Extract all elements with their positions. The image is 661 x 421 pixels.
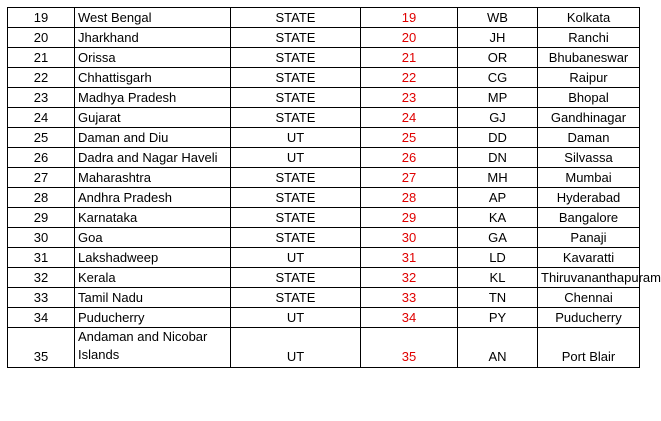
state-capital: Gandhinagar: [538, 108, 640, 128]
state-abbreviation: AN: [458, 328, 538, 368]
row-number: 22: [8, 68, 75, 88]
state-code: 24: [361, 108, 458, 128]
table-row: [8, 228, 640, 248]
state-code: 34: [361, 308, 458, 328]
state-capital: Port Blair: [538, 328, 640, 368]
state-type: STATE: [231, 268, 361, 288]
state-abbreviation: WB: [458, 8, 538, 28]
state-name: Dadra and Nagar Haveli: [75, 148, 231, 168]
state-abbreviation: TN: [458, 288, 538, 308]
state-type: STATE: [231, 8, 361, 28]
state-capital: Thiruvananthapuram: [538, 268, 640, 288]
state-abbreviation: GJ: [458, 108, 538, 128]
row-number: 31: [8, 248, 75, 268]
state-name: Karnataka: [75, 208, 231, 228]
state-code: 35: [361, 328, 458, 368]
table-row: [8, 8, 640, 28]
state-name: Orissa: [75, 48, 231, 68]
state-code: 19: [361, 8, 458, 28]
state-capital: Silvassa: [538, 148, 640, 168]
state-capital: Puducherry: [538, 308, 640, 328]
state-abbreviation: JH: [458, 28, 538, 48]
table-row: [8, 308, 640, 328]
table-row: [8, 108, 640, 128]
table-row: [8, 268, 640, 288]
row-number: 23: [8, 88, 75, 108]
row-number: 26: [8, 148, 75, 168]
row-number: 28: [8, 188, 75, 208]
state-name: Gujarat: [75, 108, 231, 128]
state-code: 23: [361, 88, 458, 108]
table-row: [8, 28, 640, 48]
table-row: [8, 88, 640, 108]
state-capital: Bangalore: [538, 208, 640, 228]
table-row: [8, 128, 640, 148]
state-code: 20: [361, 28, 458, 48]
state-codes-table: [7, 7, 661, 368]
row-number: 35: [8, 328, 75, 368]
state-capital: Kavaratti: [538, 248, 640, 268]
state-code: 28: [361, 188, 458, 208]
state-name: Maharashtra: [75, 168, 231, 188]
state-type: UT: [231, 248, 361, 268]
row-number: 19: [8, 8, 75, 28]
state-type: STATE: [231, 48, 361, 68]
state-name: West Bengal: [75, 8, 231, 28]
table-row: [8, 288, 640, 308]
state-code: 32: [361, 268, 458, 288]
table-row: [8, 328, 640, 368]
state-name: Tamil Nadu: [75, 288, 231, 308]
state-capital: Kolkata: [538, 8, 640, 28]
state-type: UT: [231, 308, 361, 328]
state-capital: Hyderabad: [538, 188, 640, 208]
state-abbreviation: OR: [458, 48, 538, 68]
state-code: 26: [361, 148, 458, 168]
state-type: UT: [231, 128, 361, 148]
row-number: 27: [8, 168, 75, 188]
table-body: [8, 8, 661, 368]
state-type: STATE: [231, 228, 361, 248]
state-abbreviation: DD: [458, 128, 538, 148]
state-abbreviation: AP: [458, 188, 538, 208]
state-type: STATE: [231, 108, 361, 128]
state-code: 27: [361, 168, 458, 188]
state-abbreviation: PY: [458, 308, 538, 328]
state-type: STATE: [231, 288, 361, 308]
state-capital: Panaji: [538, 228, 640, 248]
state-code: 25: [361, 128, 458, 148]
state-code: 22: [361, 68, 458, 88]
state-type: UT: [231, 328, 361, 368]
state-abbreviation: KL: [458, 268, 538, 288]
row-number: 25: [8, 128, 75, 148]
state-type: STATE: [231, 68, 361, 88]
state-capital: Ranchi: [538, 28, 640, 48]
state-abbreviation: GA: [458, 228, 538, 248]
state-name: Daman and Diu: [75, 128, 231, 148]
row-number: 21: [8, 48, 75, 68]
state-name: Jharkhand: [75, 28, 231, 48]
state-abbreviation: LD: [458, 248, 538, 268]
state-abbreviation: MH: [458, 168, 538, 188]
row-number: 20: [8, 28, 75, 48]
row-number: 33: [8, 288, 75, 308]
state-capital: Bhopal: [538, 88, 640, 108]
state-capital: Raipur: [538, 68, 640, 88]
state-type: UT: [231, 148, 361, 168]
table-row: [8, 48, 640, 68]
state-name: Andaman and Nicobar Islands: [75, 328, 231, 368]
state-type: STATE: [231, 188, 361, 208]
state-name: Andhra Pradesh: [75, 188, 231, 208]
state-type: STATE: [231, 88, 361, 108]
state-capital: Chennai: [538, 288, 640, 308]
state-capital: Bhubaneswar: [538, 48, 640, 68]
table-row: [8, 168, 640, 188]
state-code: 29: [361, 208, 458, 228]
table-row: [8, 248, 640, 268]
row-number: 34: [8, 308, 75, 328]
table-row: [8, 68, 640, 88]
row-number: 32: [8, 268, 75, 288]
state-code: 31: [361, 248, 458, 268]
state-name: Goa: [75, 228, 231, 248]
state-name: Chhattisgarh: [75, 68, 231, 88]
row-number: 29: [8, 208, 75, 228]
state-name: Madhya Pradesh: [75, 88, 231, 108]
table-row: [8, 208, 640, 228]
row-number: 24: [8, 108, 75, 128]
state-abbreviation: DN: [458, 148, 538, 168]
state-name: Kerala: [75, 268, 231, 288]
state-type: STATE: [231, 28, 361, 48]
table-row: [8, 188, 640, 208]
state-code: 21: [361, 48, 458, 68]
state-code: 33: [361, 288, 458, 308]
state-abbreviation: KA: [458, 208, 538, 228]
table-row: [8, 148, 640, 168]
state-name: Puducherry: [75, 308, 231, 328]
state-type: STATE: [231, 208, 361, 228]
state-capital: Daman: [538, 128, 640, 148]
state-type: STATE: [231, 168, 361, 188]
state-abbreviation: MP: [458, 88, 538, 108]
state-abbreviation: CG: [458, 68, 538, 88]
state-name: Lakshadweep: [75, 248, 231, 268]
state-capital: Mumbai: [538, 168, 640, 188]
row-number: 30: [8, 228, 75, 248]
state-code: 30: [361, 228, 458, 248]
